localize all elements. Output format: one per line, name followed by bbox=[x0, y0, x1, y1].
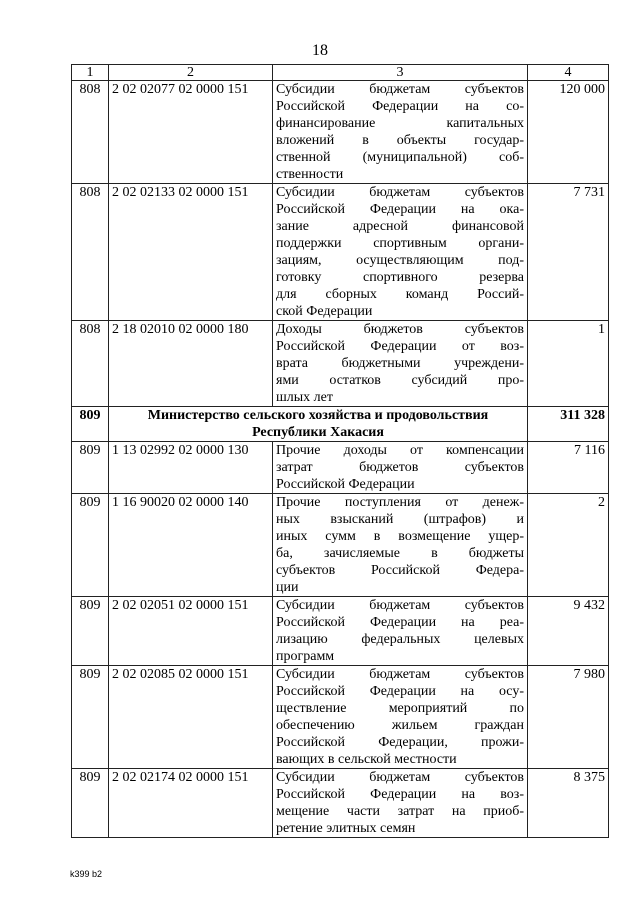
table-row bbox=[72, 597, 609, 666]
admin-code-cell: 808 bbox=[72, 184, 109, 321]
description-line: зание адресной финансовой bbox=[276, 219, 524, 234]
table-row bbox=[72, 442, 609, 494]
description-cell bbox=[273, 666, 528, 769]
description-line: Субсидии бюджетам субъектов bbox=[276, 185, 524, 200]
budget-code-cell: 2 02 02077 02 0000 151 bbox=[109, 81, 273, 184]
header-col-1: 1 bbox=[72, 65, 109, 81]
description-line: Российской Федерации bbox=[276, 477, 415, 492]
table-row bbox=[72, 666, 609, 769]
budget-code-cell: 2 02 02051 02 0000 151 bbox=[109, 597, 273, 666]
admin-code-cell: 809 bbox=[72, 597, 109, 666]
page-number: 18 bbox=[312, 42, 328, 59]
description-line: ями остатков субсидий про- bbox=[276, 373, 524, 388]
table-row bbox=[72, 494, 609, 597]
description-cell bbox=[273, 442, 528, 494]
amount-cell: 7 731 bbox=[528, 184, 609, 321]
footer-code: k399 b2 bbox=[70, 869, 103, 879]
amount-cell: 311 328 bbox=[528, 407, 609, 442]
description-line: поддержки спортивным органи- bbox=[276, 236, 524, 251]
table-row bbox=[72, 81, 609, 184]
description-line: Российской Федерации на со- bbox=[276, 99, 524, 114]
budget-code-cell: 1 16 90020 02 0000 140 bbox=[109, 494, 273, 597]
description-line: зациям, осуществляющим под- bbox=[276, 253, 524, 268]
table-row bbox=[72, 321, 609, 407]
admin-code-cell: 809 bbox=[72, 442, 109, 494]
budget-code-cell: 2 02 02133 02 0000 151 bbox=[109, 184, 273, 321]
description-line: врата бюджетными учреждени- bbox=[276, 356, 524, 371]
description-line: Доходы бюджетов субъектов bbox=[276, 322, 524, 337]
description-line: Субсидии бюджетам субъектов bbox=[276, 770, 524, 785]
table-body bbox=[72, 81, 609, 838]
amount-cell: 120 000 bbox=[528, 81, 609, 184]
description-line: мещение части затрат на приоб- bbox=[276, 804, 524, 819]
admin-code-cell: 809 bbox=[72, 666, 109, 769]
description-line: иных сумм в возмещение ущер- bbox=[276, 529, 524, 544]
description-line: шлых лет bbox=[276, 390, 333, 405]
description-line: Российской Федерации от воз- bbox=[276, 339, 524, 354]
description-line: лизацию федеральных целевых bbox=[276, 632, 524, 647]
budget-code-cell: 2 02 02085 02 0000 151 bbox=[109, 666, 273, 769]
amount-cell: 2 bbox=[528, 494, 609, 597]
ministry-name-line: Министерство сельского хозяйства и продовольствия bbox=[147, 408, 489, 423]
table-header-row bbox=[72, 65, 609, 81]
amount-cell: 1 bbox=[528, 321, 609, 407]
ministry-name-cell bbox=[109, 407, 528, 442]
budget-table bbox=[71, 64, 609, 838]
description-line: финансирование капитальных bbox=[276, 116, 524, 131]
description-line: ции bbox=[276, 580, 299, 595]
admin-code-cell: 808 bbox=[72, 81, 109, 184]
description-cell bbox=[273, 184, 528, 321]
description-line: вложений в объекты государ- bbox=[276, 133, 524, 148]
description-line: ской Федерации bbox=[276, 304, 373, 319]
section-row bbox=[72, 407, 609, 442]
description-line: ба, зачисляемые в бюджеты bbox=[276, 546, 524, 561]
header-col-4: 4 bbox=[528, 65, 609, 81]
table-row bbox=[72, 184, 609, 321]
budget-code-cell: 1 13 02992 02 0000 130 bbox=[109, 442, 273, 494]
description-line: Российской Федерации на реа- bbox=[276, 615, 524, 630]
description-line: ственной (муниципальной) соб- bbox=[276, 150, 524, 165]
description-line: Субсидии бюджетам субъектов bbox=[276, 598, 524, 613]
description-line: ретение элитных семян bbox=[276, 821, 416, 836]
description-line: субъектов Российской Федера- bbox=[276, 563, 524, 578]
description-line: ных взысканий (штрафов) и bbox=[276, 512, 524, 527]
header-col-3: 3 bbox=[273, 65, 528, 81]
description-line: обеспечению жильем граждан bbox=[276, 718, 524, 733]
admin-code-cell: 809 bbox=[72, 769, 109, 838]
description-cell bbox=[273, 769, 528, 838]
amount-cell: 7 116 bbox=[528, 442, 609, 494]
description-line: Субсидии бюджетам субъектов bbox=[276, 82, 524, 97]
description-line: ственности bbox=[276, 167, 344, 182]
description-line: ществление мероприятий по bbox=[276, 701, 524, 716]
description-line: Прочие доходы от компенсации bbox=[276, 443, 524, 458]
table-row bbox=[72, 769, 609, 838]
description-cell bbox=[273, 494, 528, 597]
description-line: готовку спортивного резерва bbox=[276, 270, 524, 285]
admin-code-cell: 809 bbox=[72, 407, 109, 442]
description-line: затрат бюджетов субъектов bbox=[276, 460, 524, 475]
description-cell bbox=[273, 597, 528, 666]
description-line: Российской Федерации на осу- bbox=[276, 684, 524, 699]
description-line: Российской Федерации на воз- bbox=[276, 787, 524, 802]
ministry-name-line: Республики Хакасия bbox=[252, 425, 384, 440]
description-cell bbox=[273, 81, 528, 184]
description-line: Прочие поступления от денеж- bbox=[276, 495, 524, 510]
header-col-2: 2 bbox=[109, 65, 273, 81]
budget-code-cell: 2 02 02174 02 0000 151 bbox=[109, 769, 273, 838]
description-cell bbox=[273, 321, 528, 407]
amount-cell: 7 980 bbox=[528, 666, 609, 769]
admin-code-cell: 808 bbox=[72, 321, 109, 407]
admin-code-cell: 809 bbox=[72, 494, 109, 597]
amount-cell: 8 375 bbox=[528, 769, 609, 838]
description-line: для сборных команд Россий- bbox=[276, 287, 524, 302]
description-line: Российской Федерации на ока- bbox=[276, 202, 524, 217]
description-line: вающих в сельской местности bbox=[276, 752, 457, 767]
description-line: Субсидии бюджетам субъектов bbox=[276, 667, 524, 682]
budget-code-cell: 2 18 02010 02 0000 180 bbox=[109, 321, 273, 407]
amount-cell: 9 432 bbox=[528, 597, 609, 666]
description-line: Российской Федерации, прожи- bbox=[276, 735, 524, 750]
description-line: программ bbox=[276, 649, 335, 664]
